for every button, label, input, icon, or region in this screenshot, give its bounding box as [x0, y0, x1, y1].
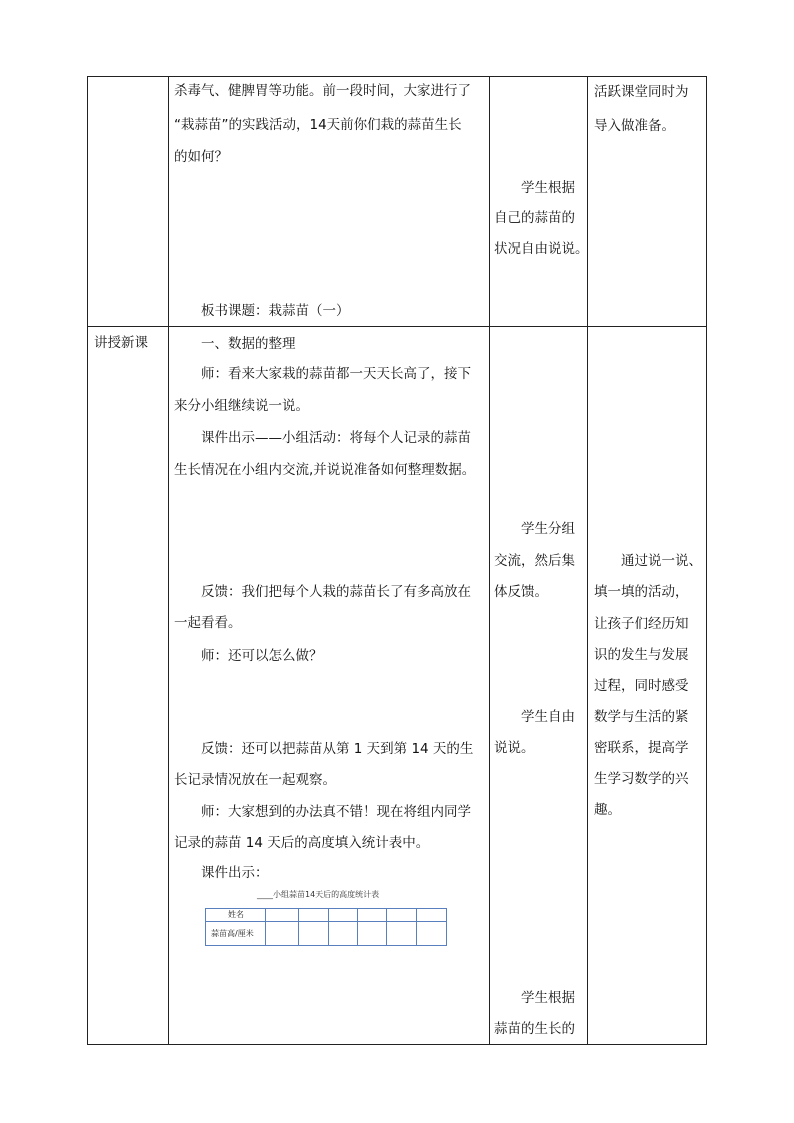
- process-text-line: “栽蒜苗”的实践活动，14天前你们栽的蒜苗生长: [174, 117, 462, 133]
- mini-table-col-divider: [386, 909, 387, 945]
- mini-table-header-name: 姓名: [228, 910, 244, 919]
- process-text-line: 的如何？: [174, 149, 228, 165]
- student-text-line: 学生分组: [521, 521, 575, 537]
- mini-table-col-divider: [328, 909, 329, 945]
- purpose-text-line: 让孩子们经历知: [594, 616, 689, 632]
- student-text-line: 蒜苗的生长的: [494, 1021, 575, 1037]
- process-text-line: 反馈：还可以把蒜苗从第 1 天到第 14 天的生: [201, 741, 474, 757]
- purpose-text-line: 识的发生与发展: [594, 647, 689, 663]
- column-divider: [587, 77, 588, 1044]
- process-text-line: 反馈：我们把每个人栽的蒜苗长了有多高放在: [201, 584, 471, 600]
- process-text-line: 生长情况在小组内交流,并说说准备如何整理数据。: [174, 462, 476, 478]
- purpose-text-line: 密联系，提高学: [594, 740, 689, 756]
- process-text-line: 课件出示——小组活动：将每个人记录的蒜苗: [201, 430, 471, 446]
- student-text-line: 说说。: [494, 740, 535, 756]
- purpose-text-line: 趣。: [594, 802, 621, 818]
- purpose-text-line: 过程，同时感受: [594, 678, 689, 694]
- process-text-line: 一起看看。: [174, 615, 242, 631]
- student-text-line: 学生根据: [521, 180, 575, 196]
- row-divider: [88, 326, 706, 327]
- student-text-line: 自己的蒜苗的: [494, 210, 575, 226]
- process-text-line: 记录的蒜苗 14 天后的高度填入统计表中。: [174, 835, 430, 851]
- lesson-table: [87, 76, 707, 1045]
- student-text-line: 学生根据: [521, 990, 575, 1006]
- section-label: 讲授新课: [94, 335, 148, 351]
- mini-table-row-divider: [206, 921, 446, 922]
- stats-table-image: [205, 908, 447, 946]
- process-text-line: 课件出示：: [201, 865, 269, 881]
- purpose-text-line: 填一填的活动，: [594, 584, 689, 600]
- purpose-text-line: 生学习数学的兴: [594, 771, 689, 787]
- section-heading: 一、数据的整理: [201, 336, 296, 352]
- student-text-line: 学生自由: [521, 709, 575, 725]
- board-title: 板书课题：栽蒜苗（一）: [201, 303, 350, 319]
- student-text-line: 体反馈。: [494, 584, 548, 600]
- mini-table-col-divider: [265, 909, 266, 945]
- purpose-text-line: 导入做准备。: [594, 118, 675, 134]
- column-divider: [168, 77, 169, 1044]
- column-divider: [489, 77, 490, 1044]
- process-text-line: 师：还可以怎么做？: [201, 648, 323, 664]
- process-text-line: 长记录情况放在一起观察。: [174, 772, 336, 788]
- process-text-line: 师：大家想到的办法真不错！现在将组内同学: [201, 804, 471, 820]
- student-text-line: 状况自由说说。: [494, 241, 589, 257]
- process-text-line: 杀毒气、健脾胃等功能。前一段时间，大家进行了: [174, 83, 471, 99]
- mini-table-title: ____小组蒜苗14天后的高度统计表: [257, 890, 380, 899]
- process-text-line: 师：看来大家栽的蒜苗都一天天长高了，接下: [201, 366, 471, 382]
- student-text-line: 交流，然后集: [494, 553, 575, 569]
- mini-table-col-divider: [357, 909, 358, 945]
- process-text-line: 来分小组继续说一说。: [174, 398, 309, 414]
- mini-table-header-height: 蒜苗高/厘米: [211, 929, 254, 938]
- purpose-text-line: 通过说一说、: [621, 553, 702, 569]
- purpose-text-line: 数学与生活的紧: [594, 709, 689, 725]
- mini-table-col-divider: [298, 909, 299, 945]
- mini-table-col-divider: [416, 909, 417, 945]
- purpose-text-line: 活跃课堂同时为: [594, 84, 689, 100]
